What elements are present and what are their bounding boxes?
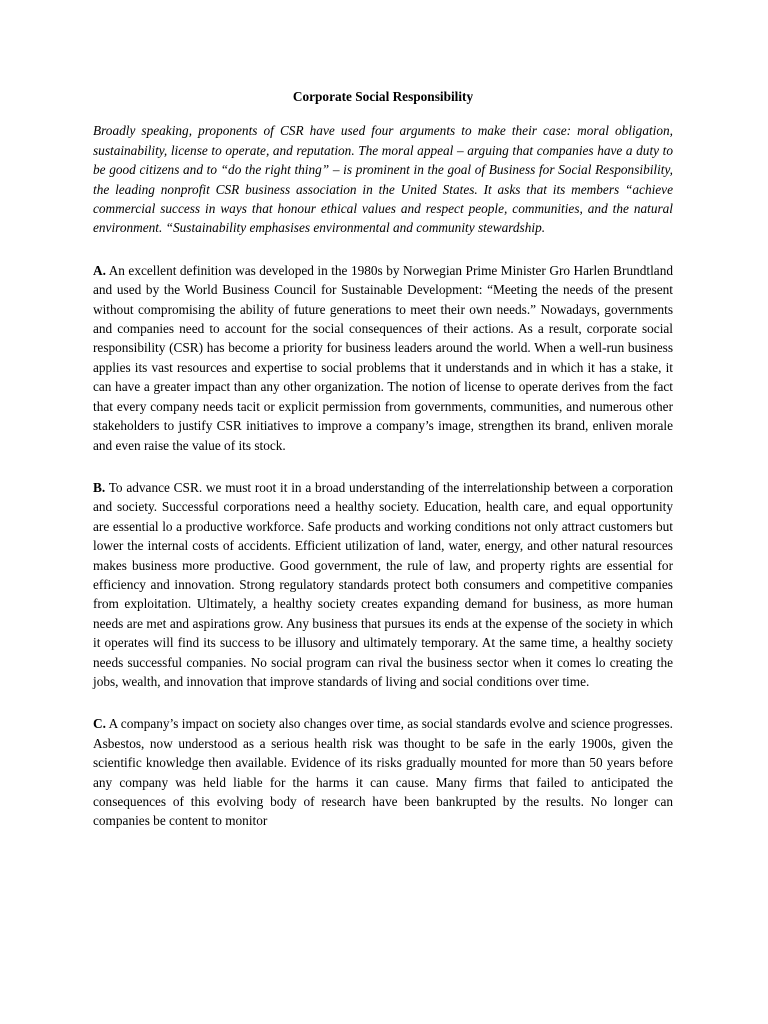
section-a-paragraph: [93, 261, 673, 455]
section-b-paragraph: [93, 478, 673, 691]
section-c-paragraph: [93, 714, 673, 830]
section-b-text: To advance CSR. we must root it in a broad understanding of the interrelationship between a corporation and society. Successful corporations need a healthy society. Education, health care, and equal opportunity are essential lo a productive workforce. Safe products and working conditions not only attract customers but lower the internal costs of accidents. Efficient utilization of land, water, energy, and other natural resources makes business more productive. Good government, the rule of law, and property rights are essential for efficiency and innovation. Strong regulatory standards protect both consumers and competitive companies from exploitation. Ultimately, a healthy society creates expanding demand for business, as more human needs are met and aspirations grow. Any business that pursues its ends at the expense of the society in which it operates will find its success to be illusory and ultimately temporary. At the same time, a healthy society needs successful companies. No social program can rival the business sector when it comes lo creating the jobs, wealth, and innovation that improve standards of living and social conditions over time.: [93, 479, 673, 689]
document-title: Corporate Social Responsibility: [292, 89, 474, 104]
section-a-letter: A.: [93, 262, 106, 278]
document-page: [93, 87, 673, 854]
intro-paragraph: Broadly speaking, proponents of CSR have used four arguments to make their case: moral obligation, sustainability, license to operate, and reputation. The moral appeal – arguing that companies have a duty to be good citizens and to “do the right thing” – is prominent in the goal of Business for Social Responsibility, the leading nonprofit CSR business association in the United States. It asks that its members “achieve commercial success in ways that honour ethical values and respect people, communities, and the natural environment. “Sustainability emphasises environmental and community stewardship.: [93, 123, 673, 236]
section-c-text: A company’s impact on society also changes over time, as social standards evolve and science progresses. Asbestos, now understood as a serious health risk was thought to be safe in the early 1900s, given the scientific knowledge then available. Evidence of its risks gradually mounted for more than 50 years before any company was held liable for the harms it can cause. Many firms that failed to anticipated the consequences of this evolving body of research have been bankrupted by the results. No longer can companies be content to monitor: [93, 716, 673, 829]
section-c-letter: C.: [93, 716, 106, 732]
section-b-letter: B.: [93, 479, 106, 495]
section-a-text: An excellent definition was developed in the 1980s by Norwegian Prime Minister Gro Harlen Brundtland and used by the World Business Council for Sustainable Development: “Meeting the needs of the present without compromising the ability of future generations to meet their own needs.” Nowadays, governments and companies need to account for the social consequences of their actions. As a result, corporate social responsibility (CSR) has become a priority for business leaders around the world. When a well-run business applies its vast resources and expertise to social problems that it understands and in which it has a stake, it can have a greater impact than any other organization. The notion of license to operate derives from the fact that every company needs tacit or explicit permission from governments, communities, and numerous other stakeholders to justify CSR initiatives to improve a company’s image, strengthen its brand, enliven morale and even raise the value of its stock.: [93, 262, 673, 453]
